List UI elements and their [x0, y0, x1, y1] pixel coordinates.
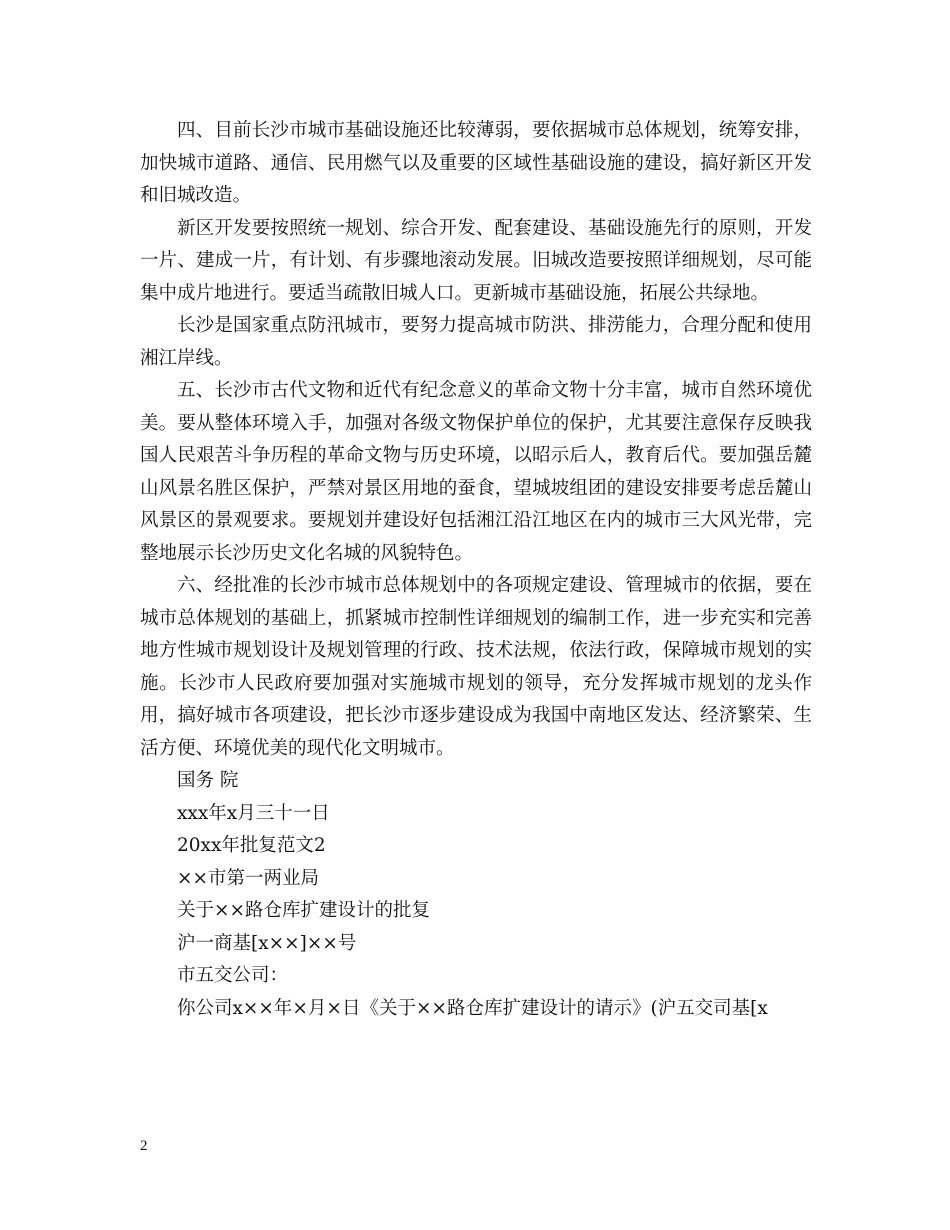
body-start: 你公司x××年×月×日《关于××路仓库扩建设计的请示》(沪五交司基[x — [177, 997, 768, 1019]
issuer: ××市第一两业局 — [177, 867, 320, 889]
paragraph-flood-control: 长沙是国家重点防汛城市，要努力提高城市防洪、排涝能力，合理分配和使用湘江岸线。 — [140, 315, 812, 369]
document-body — [140, 115, 812, 1025]
signature: 国务 院 — [177, 770, 239, 791]
paragraph-infrastructure: 四、目前长沙市城市基础设施还比较薄弱，要依据城市总体规划，统筹安排，加快城市道路、通信、民用燃气以及重要的区域性基础设施的建设，搞好新区开发和旧城改造。 — [140, 120, 812, 206]
paragraph-cultural-relics: 五、长沙市古代文物和近代有纪念意义的革命文物十分丰富，城市自然环境优美。要从整体环境入手，加强对各级文物保护单位的保护，尤其要注意保存反映我国人民艰苦斗争历程的革命文物与历史环境，以昭示后人，教育后代。要加强岳麓山风景名胜区保护，严禁对景区用地的蚕食，望城坡组团的建设安排要考虑岳麓山风景区的景观要求。要规划并建设好包括湘江沿江地区在内的城市三大风光带，完整地展示长沙历史文化名城的风貌特色。 — [140, 380, 812, 564]
recipient: 市五交公司： — [177, 965, 289, 986]
page-number: 2 — [140, 1138, 148, 1154]
paragraph-new-district: 新区开发要按照统一规划、综合开发、配套建设、基础设施先行的原则，开发一片、建成一片，有计划、有步骤地滚动发展。旧城改造要按照详细规划，尽可能集中成片地进行。要适当疏散旧城人口。更新城市基础设施，拓展公共绿地。 — [140, 217, 812, 304]
example-title: 20xx年批复范文2 — [177, 835, 326, 856]
paragraph-planning-implementation: 六、经批准的长沙市城市总体规划中的各项规定建设、管理城市的依据，要在城市总体规划的基础上，抓紧城市控制性详细规划的编制工作，进一步充实和完善地方性城市规划设计及规划管理的行政、技术法规，依法行政，保障城市规划的实施。长沙市人民政府要加强对实施城市规划的领导，充分发挥城市规划的龙头作用，搞好城市各项建设，把长沙市逐步建设成为我国中南地区发达、经济繁荣、生活方便、环境优美的现代化文明城市。 — [140, 575, 812, 759]
document-date: xxx年x月三十一日 — [177, 802, 330, 824]
subject-line: 关于××路仓库扩建设计的批复 — [177, 900, 431, 921]
document-number: 沪一商基[x××]××号 — [177, 932, 357, 954]
